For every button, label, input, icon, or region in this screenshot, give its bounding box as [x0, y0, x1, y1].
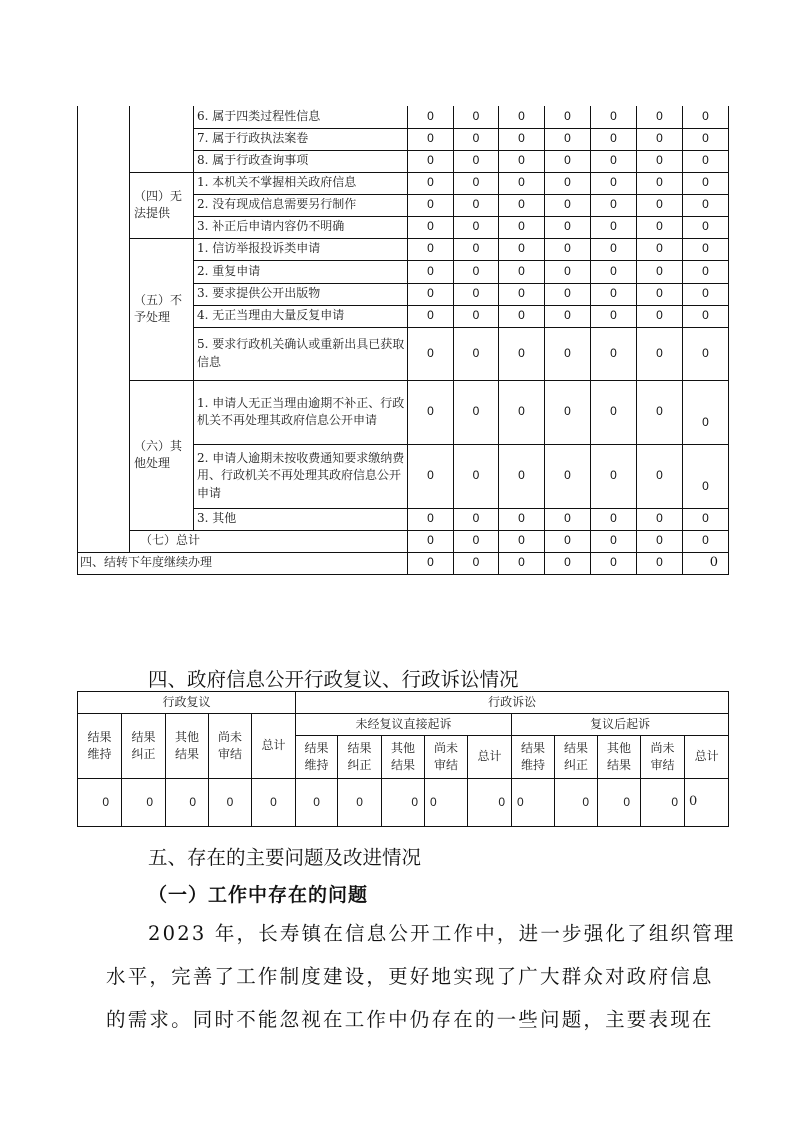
cell-value: 0 [408, 444, 454, 508]
row-label: 4. 无正当理由大量反复申请 [194, 305, 408, 327]
cell-value: 0 [454, 194, 499, 216]
row-label: 1. 本机关不掌握相关政府信息 [194, 172, 408, 194]
carryover-value: 0 [683, 552, 729, 574]
cell-value: 0 [637, 380, 683, 444]
litigation-header: 行政诉讼 [296, 692, 729, 714]
cell-value: 0 [637, 305, 683, 327]
after-review-value: 0 [685, 779, 729, 827]
cell-value: 0 [454, 305, 499, 327]
paragraph-line: 水平，完善了工作制度建设，更好地实现了广大群众对政府信息 [106, 965, 714, 988]
cell-value: 0 [683, 327, 729, 380]
outer-category-cell [78, 106, 130, 552]
review-col-header: 其他结果 [166, 714, 209, 779]
row-label: 3. 补正后申请内容仍不明确 [194, 216, 408, 238]
cell-value: 0 [454, 106, 499, 128]
cell-value: 0 [683, 444, 729, 508]
cell-value: 0 [591, 508, 637, 530]
direct-col-header: 结果维持 [296, 736, 338, 779]
review-col-header: 结果纠正 [122, 714, 166, 779]
cell-value: 0 [683, 380, 729, 444]
after-review-value: 0 [555, 779, 598, 827]
cell-value: 0 [408, 194, 454, 216]
row-label: 7. 属于行政执法案卷 [194, 128, 408, 150]
row-label: 3. 要求提供公开出版物 [194, 283, 408, 305]
cell-value: 0 [591, 150, 637, 172]
carryover-value: 0 [637, 552, 683, 574]
cell-value: 0 [499, 128, 545, 150]
cell-value: 0 [408, 327, 454, 380]
cell-value: 0 [591, 327, 637, 380]
cell-value: 0 [591, 238, 637, 260]
after-review-value: 0 [512, 779, 555, 827]
review-col-header: 总计 [252, 714, 296, 779]
cell-value: 0 [545, 128, 591, 150]
carryover-value: 0 [545, 552, 591, 574]
section5-subheading: （一）工作中存在的问题 [148, 884, 369, 906]
cell-value: 0 [591, 194, 637, 216]
cell-value: 0 [637, 106, 683, 128]
cell-value: 0 [545, 305, 591, 327]
table-row [78, 238, 729, 260]
cell-value: 0 [499, 305, 545, 327]
cell-value: 0 [545, 106, 591, 128]
total-value: 0 [545, 530, 591, 552]
review-col-header: 尚未审结 [209, 714, 252, 779]
cell-value: 0 [499, 260, 545, 283]
cell-value: 0 [683, 128, 729, 150]
row-label: 1. 申请人无正当理由逾期不补正、行政机关不再处理其政府信息公开申请 [194, 380, 408, 444]
total-value: 0 [683, 530, 729, 552]
after-review-col-header: 总计 [685, 736, 729, 779]
cell-value: 0 [683, 216, 729, 238]
cell-value: 0 [545, 327, 591, 380]
cell-value: 0 [591, 305, 637, 327]
cell-value: 0 [499, 327, 545, 380]
carryover-value: 0 [591, 552, 637, 574]
cell-value: 0 [454, 444, 499, 508]
direct-value: 0 [382, 779, 425, 827]
section5-heading: 五、存在的主要问题及改进情况 [148, 846, 422, 869]
after-review-header: 复议后起诉 [512, 714, 729, 736]
cell-value: 0 [637, 283, 683, 305]
cell-value: 0 [454, 260, 499, 283]
cell-value: 0 [454, 172, 499, 194]
cell-value: 0 [499, 283, 545, 305]
cell-value: 0 [499, 106, 545, 128]
direct-value: 0 [338, 779, 382, 827]
cell-value: 0 [591, 260, 637, 283]
cell-value: 0 [591, 444, 637, 508]
carryover-value: 0 [408, 552, 454, 574]
cell-value: 0 [499, 150, 545, 172]
after-review-col-header: 尚未审结 [641, 736, 685, 779]
cell-value: 0 [499, 444, 545, 508]
cell-value: 0 [591, 106, 637, 128]
row-label: 3. 其他 [194, 508, 408, 530]
cell-value: 0 [683, 106, 729, 128]
cell-value: 0 [637, 194, 683, 216]
after-review-col-header: 结果维持 [512, 736, 555, 779]
total-value: 0 [637, 530, 683, 552]
cell-value: 0 [545, 260, 591, 283]
cell-value: 0 [683, 172, 729, 194]
carryover-label: 四、结转下年度继续办理 [78, 552, 408, 574]
cell-value: 0 [545, 238, 591, 260]
cell-value: 0 [637, 444, 683, 508]
direct-col-header: 其他结果 [382, 736, 425, 779]
cell-value: 0 [454, 283, 499, 305]
cell-value: 0 [408, 305, 454, 327]
cell-value: 0 [499, 380, 545, 444]
carryover-row [78, 552, 729, 574]
cell-value: 0 [591, 172, 637, 194]
row-label: 2. 重复申请 [194, 260, 408, 283]
cell-value: 0 [637, 216, 683, 238]
category-cell: （五）不予处理 [130, 238, 194, 380]
cell-value: 0 [408, 260, 454, 283]
row-label: 6. 属于四类过程性信息 [194, 106, 408, 128]
total-value: 0 [499, 530, 545, 552]
review-value: 0 [122, 779, 166, 827]
table-row [78, 380, 729, 444]
direct-col-header: 结果纠正 [338, 736, 382, 779]
cell-value: 0 [408, 508, 454, 530]
row-label: 5. 要求行政机关确认或重新出具已获取信息 [194, 327, 408, 380]
cell-value: 0 [683, 508, 729, 530]
cell-value: 0 [545, 444, 591, 508]
review-value: 0 [209, 779, 252, 827]
cell-value: 0 [545, 150, 591, 172]
category-cell: （六）其他处理 [130, 380, 194, 530]
after-review-col-header: 结果纠正 [555, 736, 598, 779]
cell-value: 0 [408, 216, 454, 238]
cell-value: 0 [683, 150, 729, 172]
carryover-value: 0 [499, 552, 545, 574]
cell-value: 0 [637, 260, 683, 283]
cell-value: 0 [683, 260, 729, 283]
total-value: 0 [591, 530, 637, 552]
cell-value: 0 [408, 380, 454, 444]
cell-value: 0 [499, 194, 545, 216]
row-label: 1. 信访举报投诉类申请 [194, 238, 408, 260]
cell-value: 0 [637, 128, 683, 150]
cell-value: 0 [454, 380, 499, 444]
cell-value: 0 [454, 327, 499, 380]
application-handling-table [77, 106, 729, 575]
cell-value: 0 [408, 283, 454, 305]
after-review-value: 0 [641, 779, 685, 827]
cell-value: 0 [591, 380, 637, 444]
cell-value: 0 [454, 508, 499, 530]
section4-heading: 四、政府信息公开行政复议、行政诉讼情况 [148, 668, 519, 691]
cell-value: 0 [637, 172, 683, 194]
cell-value: 0 [499, 238, 545, 260]
cell-value: 0 [454, 238, 499, 260]
cell-value: 0 [408, 128, 454, 150]
cell-value: 0 [454, 216, 499, 238]
cell-value: 0 [637, 238, 683, 260]
row-label: 2. 没有现成信息需要另行制作 [194, 194, 408, 216]
direct-col-header: 尚未审结 [425, 736, 468, 779]
total-row [78, 530, 729, 552]
cell-value: 0 [408, 238, 454, 260]
cell-value: 0 [408, 106, 454, 128]
cell-value: 0 [499, 172, 545, 194]
cell-value: 0 [545, 172, 591, 194]
cell-value: 0 [683, 194, 729, 216]
cell-value: 0 [591, 128, 637, 150]
category-cell [130, 106, 194, 172]
cell-value: 0 [591, 216, 637, 238]
cell-value: 0 [637, 508, 683, 530]
cell-value: 0 [637, 327, 683, 380]
direct-col-header: 总计 [468, 736, 512, 779]
review-value: 0 [166, 779, 209, 827]
after-review-value: 0 [598, 779, 641, 827]
cell-value: 0 [408, 172, 454, 194]
review-value: 0 [78, 779, 122, 827]
review-header: 行政复议 [78, 692, 296, 714]
table-row [78, 172, 729, 194]
cell-value: 0 [545, 283, 591, 305]
direct-value: 0 [468, 779, 512, 827]
cell-value: 0 [499, 216, 545, 238]
cell-value: 0 [545, 194, 591, 216]
paragraph-line: 的需求。同时不能忽视在工作中仍存在的一些问题，主要表现在 [106, 1008, 714, 1031]
carryover-value: 0 [454, 552, 499, 574]
row-label: 2. 申请人逾期未按收费通知要求缴纳费用、行政机关不再处理其政府信息公开申请 [194, 444, 408, 508]
table-row [78, 106, 729, 128]
direct-value: 0 [425, 779, 468, 827]
cell-value: 0 [545, 508, 591, 530]
cell-value: 0 [408, 150, 454, 172]
cell-value: 0 [454, 128, 499, 150]
cell-value: 0 [683, 283, 729, 305]
cell-value: 0 [454, 150, 499, 172]
review-col-header: 结果维持 [78, 714, 122, 779]
total-value: 0 [408, 530, 454, 552]
total-value: 0 [454, 530, 499, 552]
total-label: （七）总计 [130, 530, 408, 552]
after-review-col-header: 其他结果 [598, 736, 641, 779]
cell-value: 0 [591, 283, 637, 305]
cell-value: 0 [499, 508, 545, 530]
review-litigation-table [77, 691, 729, 827]
direct-header: 未经复议直接起诉 [296, 714, 512, 736]
paragraph-line: 2023 年，长寿镇在信息公开工作中，进一步强化了组织管理 [148, 922, 736, 945]
cell-value: 0 [683, 238, 729, 260]
row-label: 8. 属于行政查询事项 [194, 150, 408, 172]
direct-value: 0 [296, 779, 338, 827]
cell-value: 0 [683, 305, 729, 327]
cell-value: 0 [545, 380, 591, 444]
review-value: 0 [252, 779, 296, 827]
cell-value: 0 [637, 150, 683, 172]
category-cell: （四）无法提供 [130, 172, 194, 238]
cell-value: 0 [545, 216, 591, 238]
